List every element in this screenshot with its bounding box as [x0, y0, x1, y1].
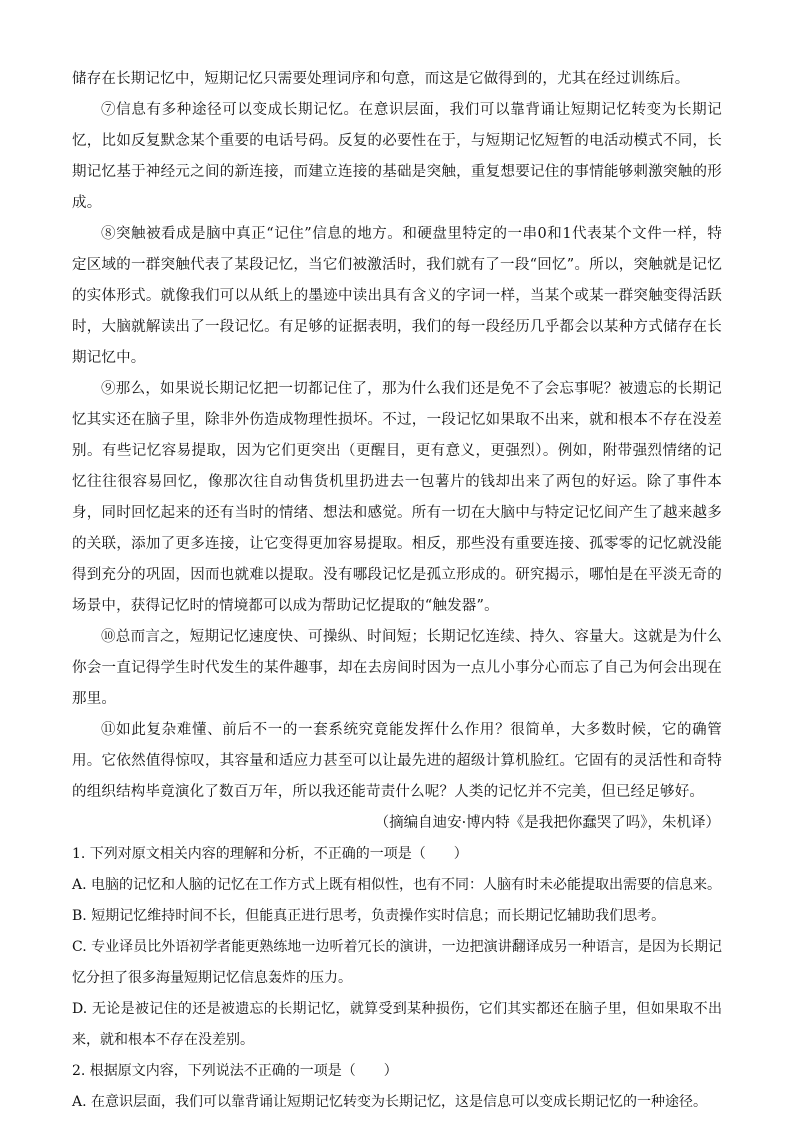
- paragraph-p7: ⑦信息有多种途径可以变成长期记忆。在意识层面，我们可以靠背诵让短期记忆转变为长期记忆，比如反复默念某个重要的电话号码。反复的必要性在于，与短期记忆短暂的电活动模式不同，长期记忆基于神经元之间的新连接，而建立连接的基础是突触，重复想要记住的事情能够刺激突触的形成。: [72, 102, 722, 211]
- question-2-option-a: A. 在意识层面，我们可以靠背诵让短期记忆转变为长期记忆，这是信息可以变成长期记忆的一种途径。: [72, 1094, 708, 1110]
- article-body: [72, 64, 722, 808]
- paragraph-p10: ⑩总而言之，短期记忆速度快、可操纵、时间短；长期记忆连续、持久、容量大。这就是为什么你会一直记得学生时代发生的某件趣事，却在去房间时因为一点儿小事分心而忘了自己为何会出现在那里。: [72, 629, 722, 707]
- document-page: [72, 64, 722, 1118]
- question-1-option-c: C. 专业译员比外语初学者能更熟练地一边听着冗长的演讲，一边把演讲翻译成另一种语言，是因为长期记忆分担了很多海量短期记忆信息轰炸的压力。: [72, 939, 722, 986]
- question-1-option-b: B. 短期记忆维持时间不长，但能真正进行思考，负责操作实时信息；而长期记忆辅助我们思考。: [72, 908, 666, 924]
- question-stem-2: 2. 根据原文内容，下列说法不正确的一项是（ ）: [72, 1063, 398, 1079]
- paragraph-p-continued: 储存在长期记忆中，短期记忆只需要处理词序和句意，而这是它做得到的，尤其在经过训练后。: [72, 71, 690, 87]
- question-stem-1: 1. 下列对原文相关内容的理解和分析，不正确的一项是（ ）: [72, 846, 468, 862]
- paragraph-p9: ⑨那么，如果说长期记忆把一切都记住了，那为什么我们还是免不了会忘事呢？被遗忘的长期记忆其实还在脑子里，除非外伤造成物理性损坏。不过，一段记忆如果取不出来，就和根本不存在没差别。有些记忆容易提取，因为它们更突出（更醒目，更有意义，更强烈）。例如，附带强烈情绪的记忆往往很容易回忆，像那次往自动售货机里扔进去一包薯片的钱却出来了两包的好运。除了事件本身，同时回忆起来的还有当时的情绪、想法和感觉。所有一切在大脑中与特定记忆间产生了越来越多的关联，添加了更多连接，让它变得更加容易提取。相反，那些没有重要连接、孤零零的记忆就没能得到充分的巩固，因而也就难以提取。没有哪段记忆是孤立形成的。研究揭示，哪怕是在平淡无奇的场景中，获得记忆时的情境都可以成为帮助记忆提取的“触发器”。: [72, 381, 722, 614]
- question-1-option-d: D. 无论是被记住的还是被遗忘的长期记忆，就算受到某种损伤，它们其实都还在脑子里，但如果取不出来，就和根本不存在没差别。: [72, 1001, 722, 1048]
- question-1-option-a: A. 电脑的记忆和人脑的记忆在工作方式上既有相似性，也有不同：人脑有时未必能提取出需要的信息来。: [72, 877, 722, 893]
- paragraph-p11: ⑪如此复杂难懂、前后不一的一套系统究竟能发挥什么作用？很简单，大多数时候，它的确管用。它依然值得惊叹，其容量和适应力甚至可以让最先进的超级计算机脸红。它固有的灵活性和奇特的组织结构毕竟演化了数百万年，所以我还能苛责什么呢？人类的记忆并不完美，但已经足够好。: [72, 722, 722, 800]
- question-section: [72, 839, 722, 1118]
- paragraph-p8: ⑧突触被看成是脑中真正“记住”信息的地方。和硬盘里特定的一串0和1代表某个文件一样，特定区域的一群突触代表了某段记忆，当它们被激活时，我们就有了一段“回忆”。所以，突触就是记忆的实体形式。就像我们可以从纸上的墨迹中读出具有含义的字词一样，当某个或某一群突触变得活跃时，大脑就解读出了一段记忆。有足够的证据表明，我们的每一段经历几乎都会以某种方式储存在长期记忆中。: [72, 226, 722, 366]
- source-citation: （摘编自迪安·博内特《是我把你蠢哭了吗》，朱机译）: [374, 815, 720, 831]
